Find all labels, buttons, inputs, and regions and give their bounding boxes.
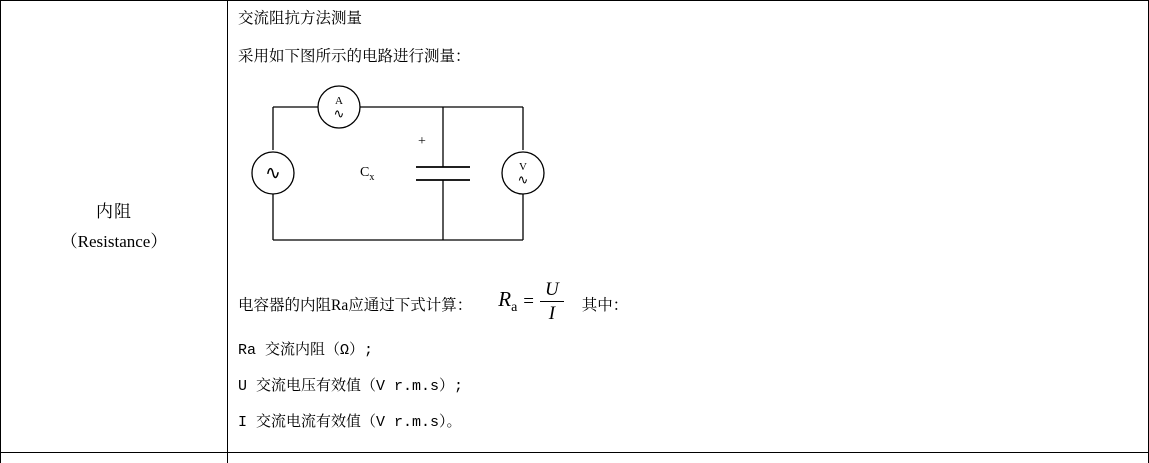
content-heading: 交流阻抗方法测量 xyxy=(238,10,363,27)
svg-text:∿: ∿ xyxy=(517,172,529,187)
capacitor-label: $C_x$ xyxy=(360,165,375,183)
formula-denominator: I xyxy=(548,303,556,324)
row-label-chinese: 内阻 xyxy=(96,201,132,221)
formula-row xyxy=(238,279,1148,325)
formula-fraction xyxy=(540,280,564,323)
content-intro: 采用如下图所示的电路进行测量： xyxy=(238,48,471,65)
definition-i: I 交流电流有效值（V r.m.s）。 xyxy=(238,414,462,431)
formula-trailing-text: 其中： xyxy=(581,296,629,314)
resistance-formula xyxy=(498,280,564,323)
formula-numerator: U xyxy=(545,279,559,300)
polarity-plus-label: + xyxy=(418,134,426,149)
row-label-cell xyxy=(1,1,227,452)
row-label-english: （Resistance） xyxy=(60,231,168,251)
definition-u: U 交流电压有效值（V r.m.s）; xyxy=(238,378,464,395)
circuit-diagram xyxy=(238,85,798,270)
definition-ra: Ra 交流内阻（Ω）; xyxy=(238,342,374,359)
svg-text:∿: ∿ xyxy=(265,163,281,184)
table-border-bottom xyxy=(0,452,1149,453)
formula-lead-text: 电容器的内阻Ra应通过下式计算： xyxy=(238,296,473,314)
formula-equals: = xyxy=(523,290,534,312)
row-content-cell xyxy=(228,1,1148,452)
svg-text:∿: ∿ xyxy=(333,106,345,121)
formula-lhs: $R_a$ xyxy=(498,286,518,316)
svg-text:V: V xyxy=(519,161,527,173)
svg-text:A: A xyxy=(335,95,343,107)
